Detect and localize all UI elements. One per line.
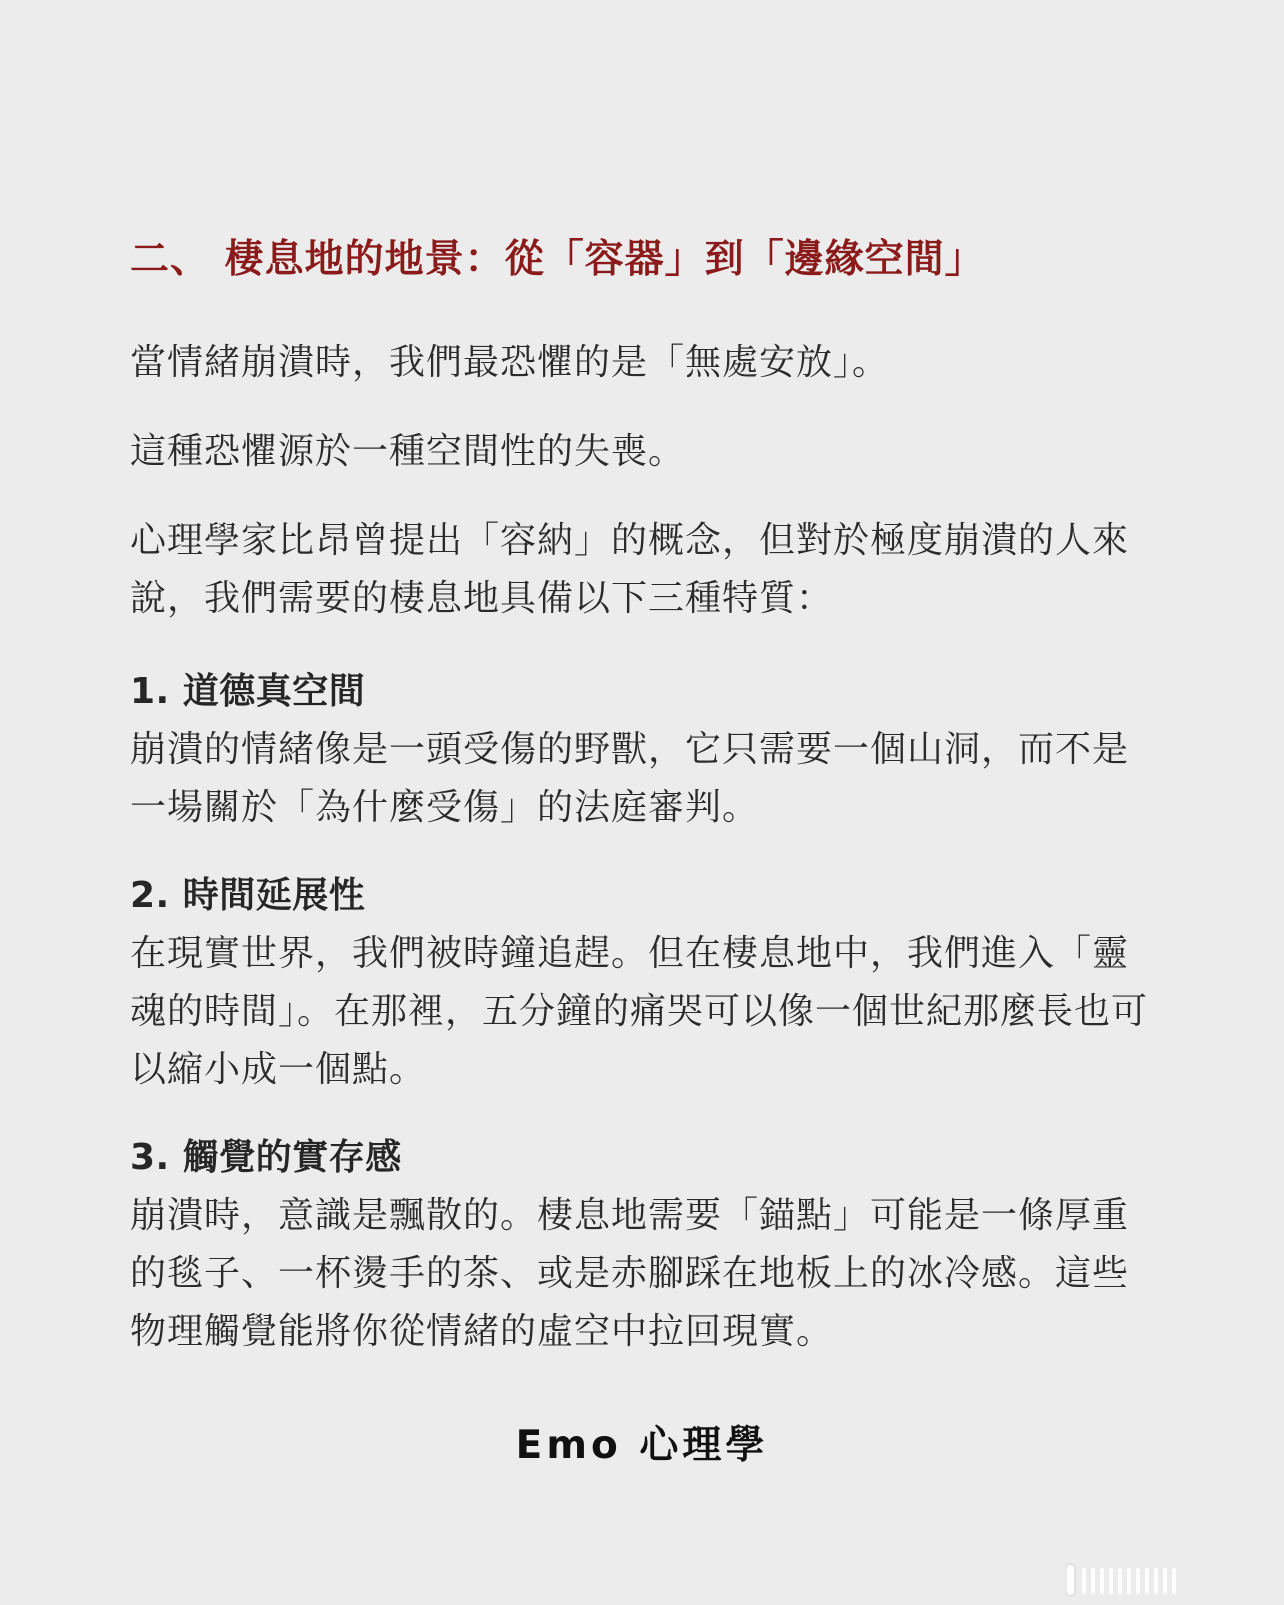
intro-paragraph-3: 心理學家比昂曾提出「容納」的概念，但對於極度崩潰的人來說，我們需要的棲息地具備以下三種特質： [130, 520, 1130, 619]
brand-signature: Emo 心理學 [515, 1423, 769, 1468]
intro-paragraph-2: 這種恐懼源於一種空間性的失喪。 [130, 431, 686, 472]
trait-item-2 [130, 867, 1160, 1099]
section-title: 二、 棲息地的地景：從「容器」到「邊緣空間」 [130, 237, 985, 282]
trait-item-1 [130, 663, 1160, 837]
weibo-long-image-icon [1066, 1563, 1186, 1597]
trait-heading: 2. 時間延展性 [130, 875, 366, 916]
trait-body: 在現實世界，我們被時鐘追趕。但在棲息地中，我們進入「靈魂的時間」。在那裡，五分鐘的痛哭可以像一個世紀那麼長也可以縮小成一個點。 [130, 933, 1149, 1090]
intro-paragraph-1: 當情緒崩潰時，我們最恐懼的是「無處安放」。 [130, 342, 890, 383]
trait-heading: 1. 道德真空間 [130, 671, 366, 712]
trait-heading: 3. 觸覺的實存感 [130, 1137, 402, 1178]
trait-body: 崩潰時，意識是飄散的。棲息地需要「錨點」可能是一條厚重的毯子、一杯燙手的茶、或是赤腳踩在地板上的冰冷感。這些物理觸覺能將你從情緒的虛空中拉回現實。 [130, 1195, 1130, 1352]
trait-body: 崩潰的情緒像是一頭受傷的野獸，它只需要一個山洞，而不是一場關於「為什麼受傷」的法庭審判。 [130, 729, 1130, 828]
trait-item-3 [130, 1129, 1160, 1361]
article-content [130, 232, 1160, 1361]
